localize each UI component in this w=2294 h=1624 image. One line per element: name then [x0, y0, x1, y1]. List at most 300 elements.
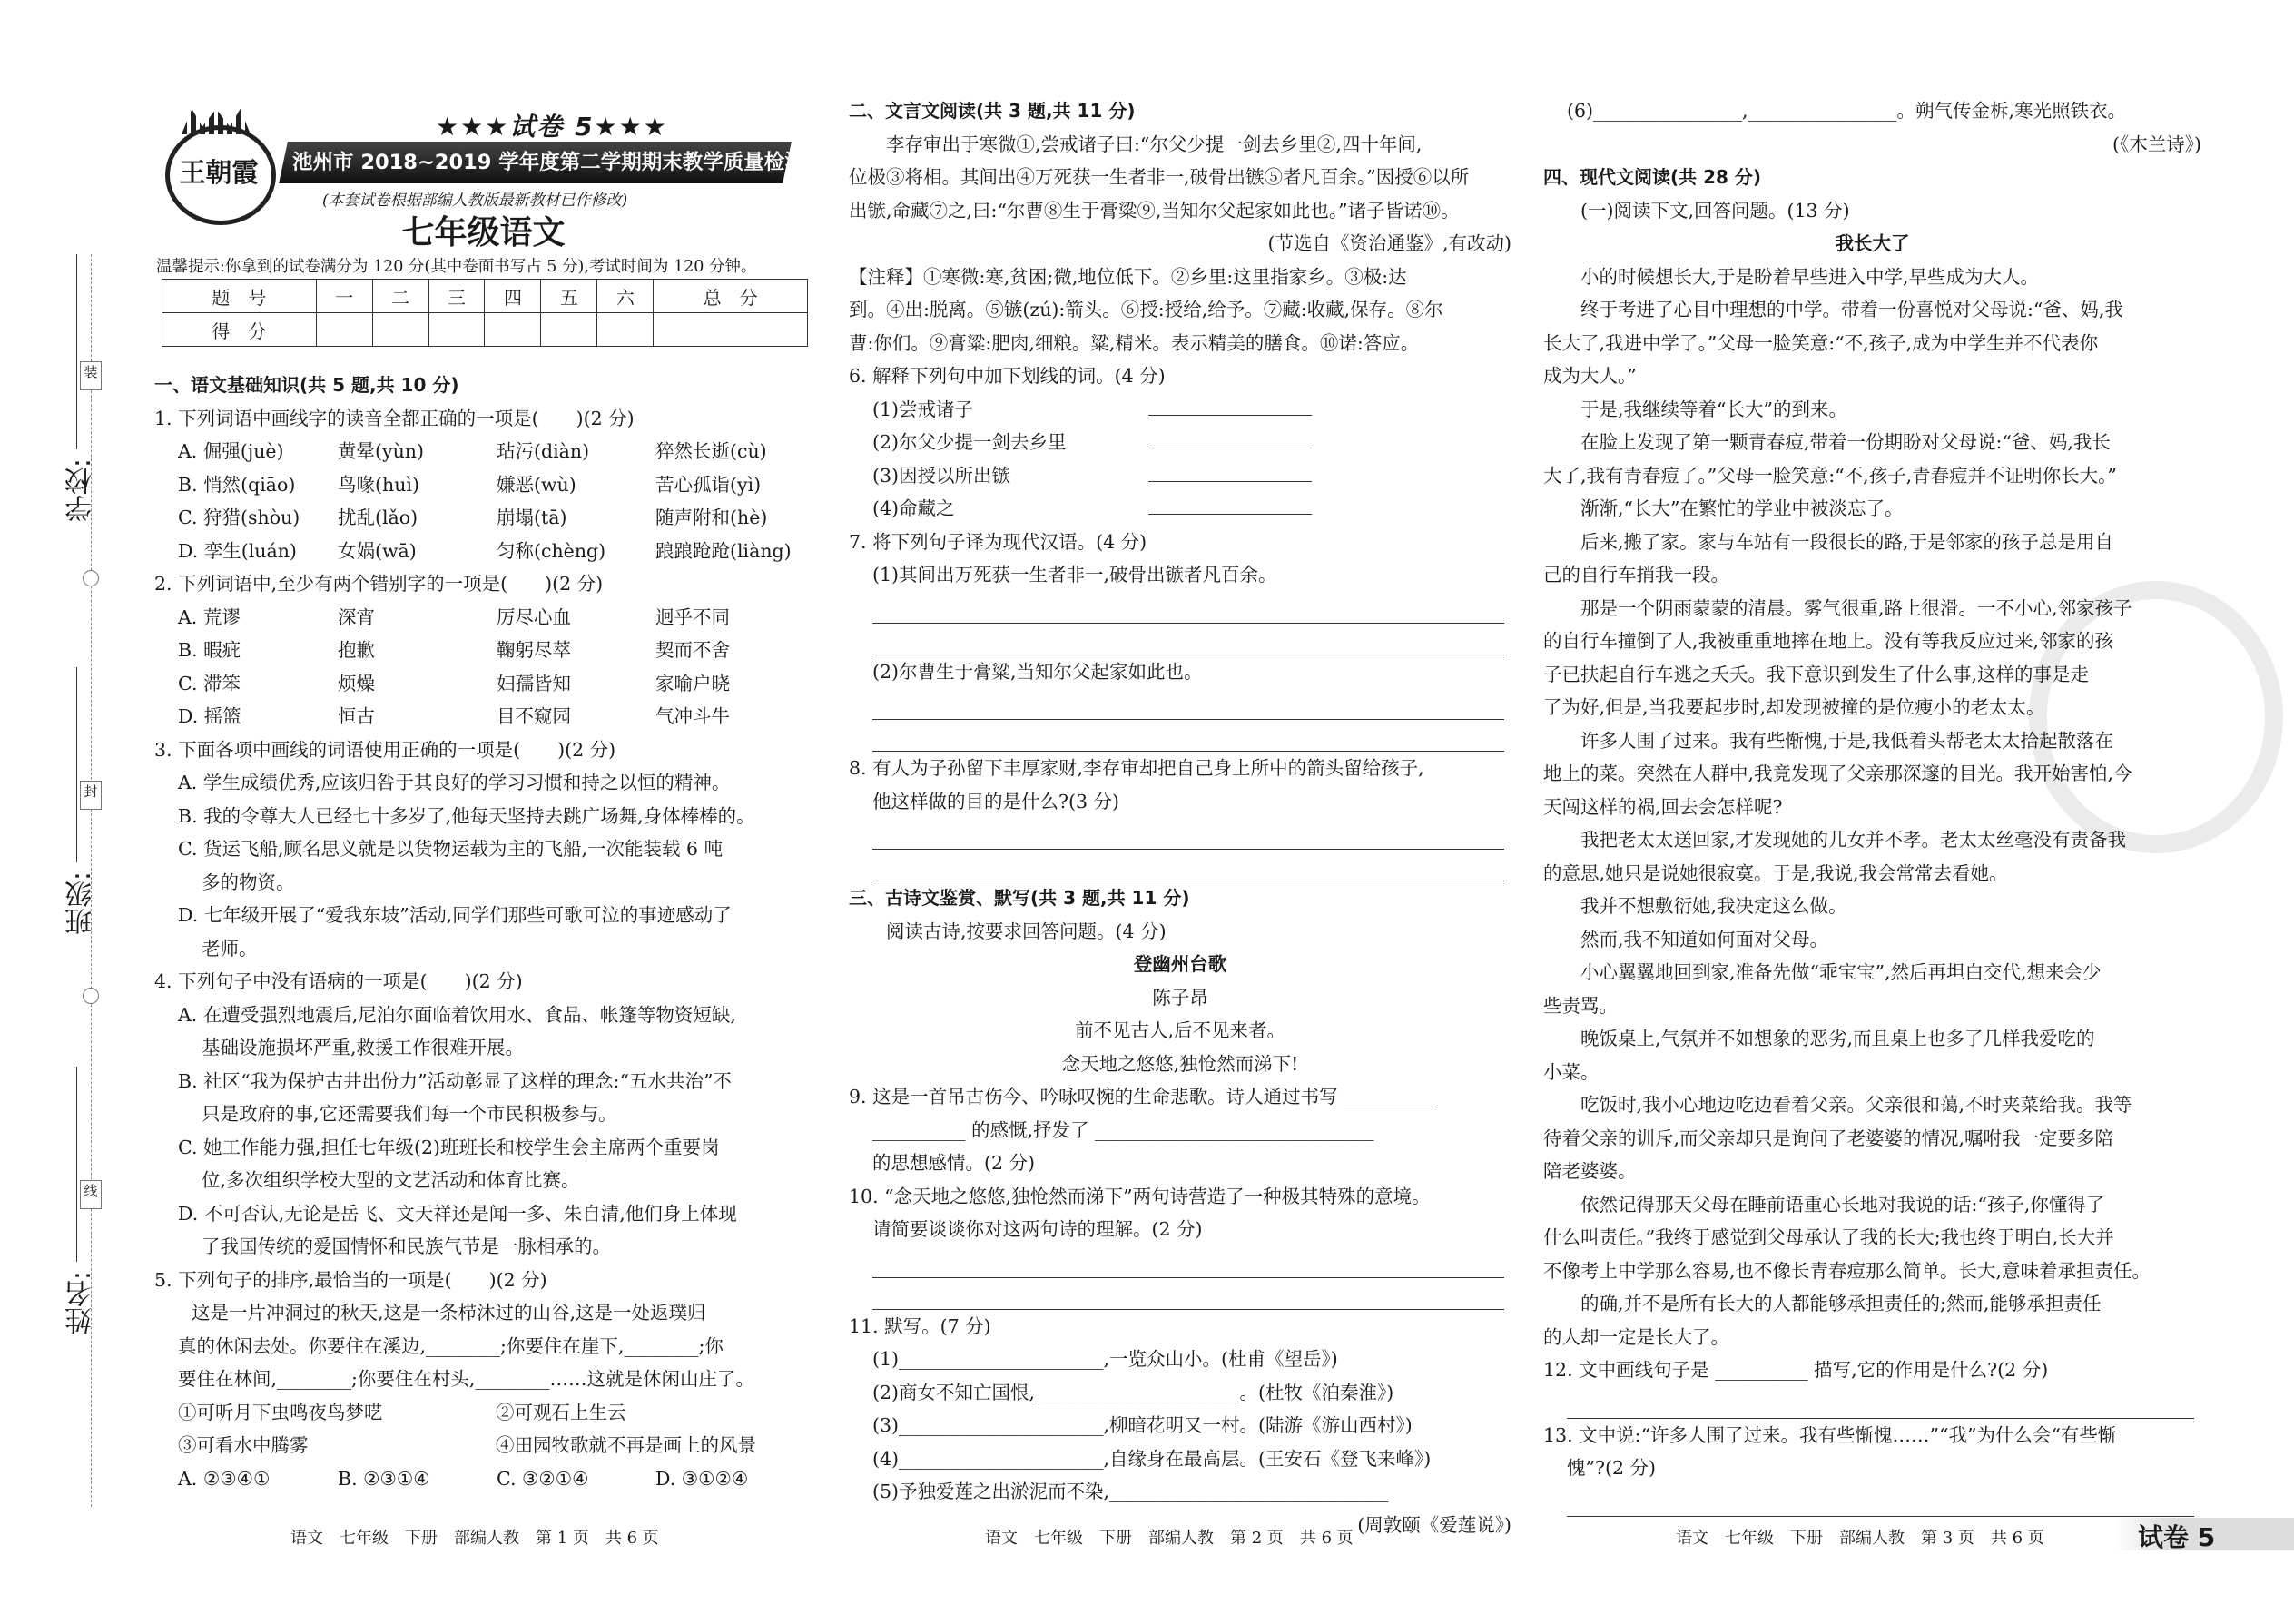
- text-line: [154, 601, 817, 635]
- text-content: 那是一个阴雨蒙蒙的清晨。雾气很重,路上很滑。一不小心,邻家孩子: [1580, 596, 2132, 619]
- text-line: [849, 1114, 1511, 1147]
- text-line: [1543, 1419, 2201, 1452]
- text-content: 李存审出于寒微①,尝戒诸子曰:“尔父少提一剑去乡里②,四十年间,: [886, 133, 1423, 155]
- series-label: ★★★试卷 5★★★: [436, 112, 668, 142]
- text-content: 8. 有人为子孙留下丰厚家财,李存审却把自己身上所中的箭头留给孩子,: [849, 757, 1424, 779]
- text-content: 的思想感情。(2 分): [872, 1152, 1036, 1174]
- text-content: (4)命藏之: [872, 497, 955, 519]
- text-content: 一、语文基础知识(共 5 题,共 10 分): [154, 374, 459, 396]
- text-content: 了我国传统的爱国情怀和民族气节是一脉相承的。: [202, 1235, 611, 1257]
- text-content: 小菜。: [1543, 1060, 1600, 1083]
- text-content: 待着父亲的训斥,而父亲却只是询问了老婆婆的情况,嘱咐我一定要多陪: [1543, 1127, 2114, 1149]
- option-cell: B. 悄然(qiāo): [178, 473, 296, 496]
- text-line: [1543, 393, 2201, 427]
- text-content: 己的自行车捎我一段。: [1543, 564, 1729, 586]
- text-content: (2)尔曹生于膏粱,当知尔父起家如此也。: [872, 660, 1203, 683]
- text-content: 终于考进了心目中理想的中学。带着一份喜悦对父母说:“爸、妈,我: [1580, 299, 2123, 320]
- answer-line[interactable]: [872, 850, 1504, 881]
- option-cell: B. ②③①④: [338, 1467, 430, 1490]
- binding-hole: [83, 570, 99, 586]
- class-field[interactable]: [76, 667, 77, 862]
- option-cell: 深宵: [338, 605, 375, 628]
- section-heading: [1543, 161, 2201, 194]
- text-line: [849, 1343, 1511, 1376]
- text-content: 吃饭时,我小心地边吃边看着父亲。父亲很和蔼,不时夹菜给我。我等: [1580, 1094, 2132, 1116]
- class-label: 班级:: [65, 871, 97, 936]
- text-content: 他这样做的目的是什么?(3 分): [872, 790, 1120, 812]
- text-line: [1543, 1353, 2201, 1387]
- text-content: 老师。: [202, 937, 258, 960]
- text-line: [154, 800, 817, 833]
- text-content: __________ 的感慨,抒发了 ______________________________: [872, 1118, 1374, 1141]
- grade-title: 七年级语文: [401, 213, 566, 251]
- text-line: [1543, 227, 2201, 261]
- option-cell: D. ③①②④: [655, 1467, 749, 1490]
- text-line: [1543, 293, 2201, 327]
- text-line: [849, 1310, 1511, 1343]
- text-line: [154, 1197, 817, 1231]
- text-content: 我长大了: [1835, 232, 1910, 254]
- text-line: [1543, 1056, 2201, 1089]
- score-cell: 一: [316, 280, 372, 313]
- option-cell: 厉尽心血: [497, 605, 571, 628]
- text-line: [849, 1409, 1511, 1442]
- option-cell: 黄晕(yùn): [338, 440, 424, 462]
- text-content: 7. 将下列句子译为现代汉语。(4 分): [849, 530, 1147, 553]
- text-line: [1543, 459, 2201, 493]
- answer-line[interactable]: [1567, 1387, 2194, 1419]
- option-cell: 契而不舍: [655, 639, 730, 661]
- score-cell: 三: [428, 280, 485, 313]
- text-line: [1543, 1155, 2201, 1188]
- option-cell: A. 荒谬: [178, 605, 241, 628]
- text-line: [849, 128, 1511, 162]
- text-line: [1543, 359, 2201, 393]
- text-line: [849, 981, 1511, 1015]
- text-content: 四、现代文阅读(共 28 分): [1543, 166, 1762, 188]
- text-line: [154, 999, 817, 1032]
- text-line: [849, 1376, 1511, 1410]
- option-cell: 气冲斗牛: [655, 705, 730, 727]
- text-line: [1543, 426, 2201, 459]
- option-cell: 妇孺皆知: [497, 672, 571, 694]
- text-line: [1543, 1122, 2201, 1156]
- text-line: [1543, 1287, 2201, 1321]
- text-line: [849, 459, 1511, 493]
- text-content: 的意思,她只是说她很寂寞。于是,我说,我会常常去看她。: [1543, 861, 2008, 884]
- option-cell: D. 摇篮: [178, 705, 241, 727]
- answer-line[interactable]: [872, 720, 1504, 752]
- text-line: [154, 1164, 817, 1197]
- option-cell: A. 倔强(juè): [178, 440, 284, 462]
- answer-line[interactable]: [1567, 1485, 2194, 1517]
- text-line: [1543, 890, 2201, 923]
- text-content: B. 我的令尊大人已经七十多岁了,他每天坚持去跳广场舞,身体棒棒的。: [178, 804, 755, 827]
- text-line: [1543, 526, 2201, 559]
- score-input[interactable]: [541, 313, 597, 347]
- text-line: [1543, 194, 2201, 228]
- option-cell: 苦心孤诣(yì): [655, 473, 762, 496]
- option-cell: 鸟喙(huì): [338, 473, 419, 496]
- text-line: [1543, 94, 2201, 128]
- text-line: [849, 1180, 1511, 1214]
- text-content: 许多人围了过来。我有些惭愧,于是,我低着头帮老太太拾起散落在: [1580, 729, 2114, 752]
- section-heading: [849, 94, 1511, 128]
- option-cell: 迥乎不同: [655, 605, 730, 628]
- text-content: 成为大人。”: [1543, 365, 1637, 387]
- score-cell: 题 号: [162, 280, 317, 313]
- text-line: [849, 327, 1511, 360]
- text-content: A. 在遭受强烈地震后,尼泊尔面临着饮用水、食品、帐篷等物资短缺,: [178, 1003, 736, 1026]
- page-3-footer: 语文 七年级 下册 部编人教 第 3 页 共 6 页: [1676, 1529, 2044, 1548]
- answer-blank[interactable]: [1148, 393, 1312, 416]
- option-cell: D. 孪生(luán): [178, 539, 297, 562]
- text-line: [154, 1363, 817, 1396]
- text-line: [154, 899, 817, 932]
- watermark-seal: [2029, 581, 2283, 853]
- text-line: [849, 393, 1511, 427]
- page-1-footer: 语文 七年级 下册 部编人教 第 1 页 共 6 页: [290, 1529, 659, 1548]
- option-cell: 崩塌(tā): [497, 507, 567, 528]
- score-cell: 得 分: [162, 313, 317, 347]
- text-line: [849, 359, 1511, 393]
- exam-title: 池州市 2018~2019 学年度第二学期期末教学质量检测试题: [292, 151, 846, 174]
- text-content: 12. 文中画线句子是 __________ 描写,它的作用是什么?(2 分): [1543, 1359, 2049, 1381]
- text-content: 小心翼翼地回到家,准备先做“乖宝宝”,然后再坦白交代,想来会少: [1580, 961, 2102, 983]
- score-cell: 二: [372, 280, 428, 313]
- text-content: 小的时候想长大,于是盼着早些进入中学,早些成为大人。: [1580, 265, 2040, 288]
- text-line: [154, 501, 817, 535]
- text-content: D. 七年级开展了“爱我东坡”活动,同学们那些可歌可泣的事迹感动了: [178, 904, 732, 926]
- text-content: 登幽州台歌: [1133, 953, 1227, 975]
- text-content: 我并不想敷衍她,我决定这么做。: [1580, 895, 1847, 917]
- text-line: [849, 1147, 1511, 1180]
- option-cell: 家喻户晓: [655, 672, 730, 694]
- text-content: (周敦颐《爱莲说》): [1357, 1513, 1511, 1536]
- text-content: 到。④出:脱离。⑤镞(zú):箭头。⑥授:授给,给予。⑦藏:收藏,保存。⑧尔: [849, 299, 1443, 320]
- text-content: 大了,我有青春痘了。”父母一脸笑意:“不,孩子,青春痘并不证明你长大。”: [1543, 464, 2117, 487]
- text-line: [154, 535, 817, 568]
- text-content: (2)商女不知亡国恨,______________________。(杜牧《泊秦淮》): [872, 1381, 1394, 1403]
- option-cell: 扰乱(lǎo): [338, 507, 418, 528]
- text-line: [1543, 1255, 2201, 1288]
- text-content: 位,多次组织学校大型的文艺活动和体育比赛。: [202, 1169, 580, 1191]
- text-line: [1543, 989, 2201, 1023]
- text-line: [154, 1462, 817, 1496]
- text-line: [849, 1213, 1511, 1246]
- answer-line[interactable]: [872, 688, 1504, 720]
- text-content: (《木兰诗》): [2112, 133, 2201, 155]
- text-content: (1)尝戒诸子: [872, 398, 974, 420]
- text-content: (节选自《资治通鉴》,有改动): [1267, 232, 1511, 254]
- score-cell: 四: [485, 280, 541, 313]
- text-content: (3)______________________,柳暗花明又一村。(陆游《游山西村》): [872, 1414, 1413, 1436]
- score-cell: 总 分: [654, 280, 808, 313]
- option-cell: 匀称(chèng): [497, 539, 606, 562]
- option-cell: 目不窥园: [497, 705, 571, 727]
- text-content: 然而,我不知道如何面对父母。: [1580, 928, 1829, 950]
- text-content: 多的物资。: [202, 871, 295, 893]
- binding-hole: [83, 988, 99, 1004]
- text-line: [154, 567, 817, 601]
- text-content: 依然记得那天父母在睡前语重心长地对我说的话:“孩子,你懂得了: [1580, 1193, 2105, 1216]
- school-field[interactable]: [76, 254, 77, 449]
- option-cell: 随声附和(hè): [655, 507, 768, 528]
- exam-subtitle: (本套试卷根据部编人教版最新教材已作修改): [322, 192, 628, 210]
- option-cell: 女娲(wā): [338, 539, 417, 562]
- option-cell: ①可听月下虫鸣夜鸟梦呓: [178, 1401, 383, 1423]
- text-line: [154, 866, 817, 900]
- text-content: (6)________________,________________。朔气传金柝,寒光照铁衣。: [1567, 100, 2127, 122]
- text-content: 4. 下列句子中没有语病的一项是( )(2 分): [154, 970, 523, 992]
- text-line: [1543, 923, 2201, 957]
- option-cell: C. 狩猎(shòu): [178, 507, 300, 528]
- text-content: 长大了,我进中学了。”父母一脸笑意:“不,孩子,成为中学生并不代表你: [1543, 331, 2099, 354]
- text-line: [1543, 327, 2201, 360]
- option-cell: ②可观石上生云: [496, 1401, 626, 1423]
- text-content: 晚饭桌上,气氛并不如想象的恶劣,而且桌上也多了几样我爱吃的: [1580, 1028, 2095, 1049]
- score-input[interactable]: [654, 313, 808, 347]
- option-cell: A. ②③④①: [178, 1467, 271, 1490]
- answer-blank[interactable]: [1148, 459, 1312, 482]
- text-line: [849, 948, 1511, 981]
- text-line: [849, 1014, 1511, 1048]
- score-cell: 五: [541, 280, 597, 313]
- text-line: [1543, 1022, 2201, 1056]
- answer-line[interactable]: [872, 1278, 1504, 1310]
- text-line: [849, 1475, 1511, 1509]
- text-line: [849, 161, 1511, 194]
- text-line: [1543, 1321, 2201, 1354]
- text-content: 2. 下列词语中,至少有两个错别字的一项是( )(2 分): [154, 573, 604, 595]
- text-line: [1543, 261, 2201, 294]
- text-content: 要住在林间,________;你要住在村头,________……这就是休闲山庄了。: [178, 1368, 754, 1390]
- text-line: [154, 1230, 817, 1264]
- option-cell: C. ③②①④: [497, 1467, 589, 1490]
- text-line: [154, 1031, 817, 1065]
- text-content: 渐渐,“长大”在繁忙的学业中被淡忘了。: [1580, 497, 1904, 519]
- text-content: 出镞,命藏⑦之,曰:“尔曹⑧生于膏粱⑨,当知尔父起家如此也。”诸子皆诺⑩。: [849, 199, 1460, 221]
- text-content: (4)______________________,自缘身在最高层。(王安石《登飞来峰》): [872, 1447, 1432, 1470]
- text-content: 6. 解释下列句中加下划线的词。(4 分): [849, 365, 1166, 387]
- text-content: 1. 下列词语中画线字的读音全都正确的一项是( )(2 分): [154, 407, 635, 429]
- text-line: [849, 227, 1511, 261]
- score-cell: 六: [597, 280, 654, 313]
- answer-line[interactable]: [872, 1246, 1504, 1278]
- text-content: 地上的菜。突然在人群中,我竟发现了父亲那深邃的目光。我开始害怕,今: [1543, 763, 2132, 784]
- seal-mark: 装: [80, 361, 102, 390]
- text-content: 三、古诗文鉴赏、默写(共 3 题,共 11 分): [849, 887, 1190, 909]
- text-line: [154, 832, 817, 866]
- text-line: [849, 1442, 1511, 1476]
- score-table-header-row: [162, 280, 808, 313]
- text-line: [849, 426, 1511, 459]
- text-content: 10. “念天地之悠悠,独怆然而涕下”两句诗营造了一种极其特殊的意境。: [849, 1185, 1431, 1207]
- text-content: 曹:你们。⑨膏粱:肥肉,细粮。粱,精米。表示精美的膳食。⑩诺:答应。: [849, 331, 1420, 354]
- answer-line[interactable]: [872, 624, 1504, 655]
- text-line: [154, 468, 817, 502]
- page-2-footer: 语文 七年级 下册 部编人教 第 2 页 共 6 页: [985, 1529, 1354, 1548]
- text-line: [154, 766, 817, 800]
- text-content: 天闯这样的祸,回去会怎样呢?: [1543, 795, 1783, 818]
- text-content: 什么叫责任。”我终于感觉到父母承认了我的长大;我也终于明白,长大并: [1543, 1226, 2114, 1248]
- text-content: 这是一片冲洞过的秋天,这是一条栉沐过的山谷,这是一处返璞归: [192, 1302, 706, 1324]
- text-content: (一)阅读下文,回答问题。(13 分): [1580, 199, 1850, 221]
- text-line: [154, 1097, 817, 1131]
- score-input[interactable]: [428, 313, 485, 347]
- text-content: C. 她工作能力强,担任七年级(2)班班长和校学生会主席两个重要岗: [178, 1136, 720, 1158]
- text-line: [154, 435, 817, 468]
- name-field[interactable]: [76, 1067, 77, 1262]
- text-content: 了为好,但是,当我要起步时,却发现被撞的是位瘦小的老太太。: [1543, 696, 2045, 718]
- text-content: 位极③将相。其间出④万死获一生者非一,破骨出镞⑤者凡百余。”因授⑥以所: [849, 166, 1470, 188]
- option-cell: 玷污(diàn): [497, 440, 590, 462]
- text-line: [154, 932, 817, 966]
- text-content: 二、文言文阅读(共 3 题,共 11 分): [849, 100, 1136, 122]
- text-line: [849, 915, 1511, 949]
- option-cell: C. 滞笨: [178, 672, 241, 694]
- text-content: C. 货运飞船,顾名思义就是以货物运载为主的飞船,一次能装载 6 吨: [178, 838, 724, 860]
- text-content: 只是政府的事,它还需要我们每一个市民积极参与。: [202, 1103, 617, 1125]
- text-content: 真的休闲去处。你要住在溪边,________;你要住在崖下,________;你: [178, 1334, 724, 1357]
- text-content: 11. 默写。(7 分): [849, 1314, 991, 1337]
- text-content: 不像考上中学那么容易,也不像长青春痘那么简单。长大,意味着承担责任。: [1543, 1259, 2151, 1282]
- paper-badge: 试卷 5: [2138, 1522, 2216, 1552]
- text-line: [849, 293, 1511, 327]
- text-content: 【注释】①寒微:寒,贫困;微,地位低下。②乡里:这里指家乡。③极:达: [849, 265, 1407, 288]
- score-input[interactable]: [597, 313, 654, 347]
- text-line: [1543, 956, 2201, 989]
- text-line: [849, 526, 1511, 559]
- score-table-score-row: [162, 313, 808, 347]
- text-content: (3)因授以所出镞: [872, 464, 1011, 487]
- text-content: B. 社区“我为保护古井出份力”活动彰显了这样的理念:“五水共治”不: [178, 1069, 732, 1092]
- option-cell: 猝然长逝(cù): [655, 440, 767, 462]
- seal-mark: 线: [80, 1180, 102, 1209]
- text-line: [849, 785, 1511, 819]
- option-cell: 嫌恶(wù): [497, 473, 576, 496]
- answer-line[interactable]: [872, 818, 1504, 850]
- text-line: [154, 1429, 817, 1462]
- text-content: 的人却一定是长大了。: [1543, 1325, 1729, 1348]
- text-content: 3. 下面各项中画线的词语使用正确的一项是( )(2 分): [154, 738, 616, 761]
- text-content: 陪老婆婆。: [1543, 1160, 1637, 1182]
- text-content: 9. 这是一首吊古伤今、吟咏叹惋的生命悲歌。诗人通过书写 __________: [849, 1086, 1437, 1107]
- text-line: [154, 1330, 817, 1363]
- text-line: [154, 402, 817, 436]
- section-heading: [154, 369, 817, 402]
- page-1-content: [154, 369, 817, 1495]
- text-content: 13. 文中说:“许多人围了过来。我有些惭愧……”“我”为什么会“有些惭: [1543, 1423, 2117, 1446]
- score-table: [162, 279, 808, 347]
- text-line: [154, 700, 817, 733]
- text-content: (1)其间出万死获一生者非一,破骨出镞者凡百余。: [872, 564, 1277, 586]
- text-content: 陈子昂: [1152, 986, 1208, 1009]
- text-content: D. 不可否认,无论是岳飞、文天祥还是闻一多、朱自清,他们身上体现: [178, 1202, 737, 1225]
- text-line: [1543, 492, 2201, 526]
- exam-tip: 温馨提示:你拿到的试卷满分为 120 分(其中卷面书写占 5 分),考试时间为 120 分钟。: [156, 258, 757, 276]
- answer-blank[interactable]: [1148, 426, 1312, 448]
- seal-mark: 封: [80, 781, 102, 810]
- option-cell: 鞠躬尽萃: [497, 639, 571, 661]
- text-line: [849, 558, 1511, 592]
- text-content: 的自行车撞倒了人,我被重重地摔在地上。没有等我反应过来,邻家的孩: [1543, 630, 2114, 652]
- text-line: [154, 1065, 817, 1098]
- text-content: 些责骂。: [1543, 994, 1618, 1017]
- text-line: [154, 667, 817, 701]
- text-content: 前不见古人,后不见来者。: [1074, 1019, 1286, 1041]
- text-line: [154, 1296, 817, 1330]
- text-content: 我把老太太送回家,才发现她的儿女并不孝。老太太丝毫没有责备我: [1580, 829, 2127, 851]
- brand-logo: 王朝霞: [156, 98, 283, 225]
- text-line: [154, 1264, 817, 1297]
- text-content: (2)尔父少提一剑去乡里: [872, 431, 1067, 453]
- text-content: (1)______________________,一览众山小。(杜甫《望岳》): [872, 1348, 1338, 1370]
- section-heading: [849, 881, 1511, 915]
- text-line: [1543, 1088, 2201, 1122]
- text-line: [849, 655, 1511, 689]
- text-content: 阅读古诗,按要求回答问题。(4 分): [886, 920, 1167, 942]
- score-input[interactable]: [485, 313, 541, 347]
- text-content: (5)予独爱莲之出淤泥而不染,______________________________: [872, 1481, 1389, 1502]
- text-line: [154, 634, 817, 667]
- school-label: 学校:: [65, 458, 97, 523]
- text-line: [154, 1396, 817, 1430]
- text-content: 愧”?(2 分): [1567, 1457, 1657, 1479]
- text-line: [1543, 558, 2201, 592]
- answer-blank[interactable]: [1148, 492, 1312, 515]
- text-line: [849, 194, 1511, 228]
- text-line: [849, 492, 1511, 526]
- text-content: 子已扶起自行车逃之夭夭。我下意识到发生了什么事,这样的事是走: [1543, 663, 2090, 685]
- option-cell: 抱歉: [338, 639, 375, 661]
- text-content: 的确,并不是所有长大的人都能够承担责任的;然而,能够承担责任: [1580, 1293, 2102, 1314]
- text-line: [1543, 128, 2201, 162]
- text-content: 念天地之悠悠,独怆然而涕下!: [1061, 1052, 1299, 1075]
- text-content: 在脸上发现了第一颗青春痘,带着一份期盼对父母说:“爸、妈,我长: [1580, 431, 2111, 453]
- option-cell: 恒古: [338, 705, 375, 727]
- text-line: [849, 261, 1511, 294]
- text-line: [154, 1131, 817, 1165]
- score-input[interactable]: [316, 313, 372, 347]
- option-cell: ③可看水中腾雾: [178, 1434, 309, 1456]
- text-content: A. 学生成绩优秀,应该归咎于其良好的学习习惯和持之以恒的精神。: [178, 772, 731, 793]
- text-content: 请简要谈谈你对这两句诗的理解。(2 分): [872, 1218, 1203, 1240]
- text-line: [1543, 1188, 2201, 1222]
- answer-line[interactable]: [872, 592, 1504, 624]
- text-line: [154, 733, 817, 767]
- text-content: 5. 下列句子的排序,最恰当的一项是( )(2 分): [154, 1268, 547, 1291]
- text-line: [849, 752, 1511, 785]
- text-line: [1543, 1221, 2201, 1255]
- text-content: 后来,搬了家。家与车站有一段很长的路,于是邻家的孩子总是用自: [1580, 530, 2114, 553]
- option-cell: B. 暇疵: [178, 639, 241, 661]
- option-cell: ④田园牧歌就不再是画上的风景: [496, 1434, 756, 1456]
- text-line: [1543, 857, 2201, 891]
- text-content: 于是,我继续等着“长大”的到来。: [1580, 398, 1847, 420]
- name-label: 姓名:: [65, 1271, 97, 1335]
- text-line: [1543, 1452, 2201, 1485]
- score-input[interactable]: [372, 313, 428, 347]
- binding-margin: [0, 0, 136, 1624]
- text-content: 基础设施损坏严重,救援工作很难开展。: [202, 1037, 525, 1058]
- text-line: [154, 965, 817, 999]
- option-cell: 踉踉跄跄(liàng): [655, 539, 792, 562]
- option-cell: 烦燥: [338, 672, 375, 694]
- page-2-content: [849, 94, 1511, 1541]
- text-line: [849, 1080, 1511, 1114]
- text-line: [849, 1048, 1511, 1081]
